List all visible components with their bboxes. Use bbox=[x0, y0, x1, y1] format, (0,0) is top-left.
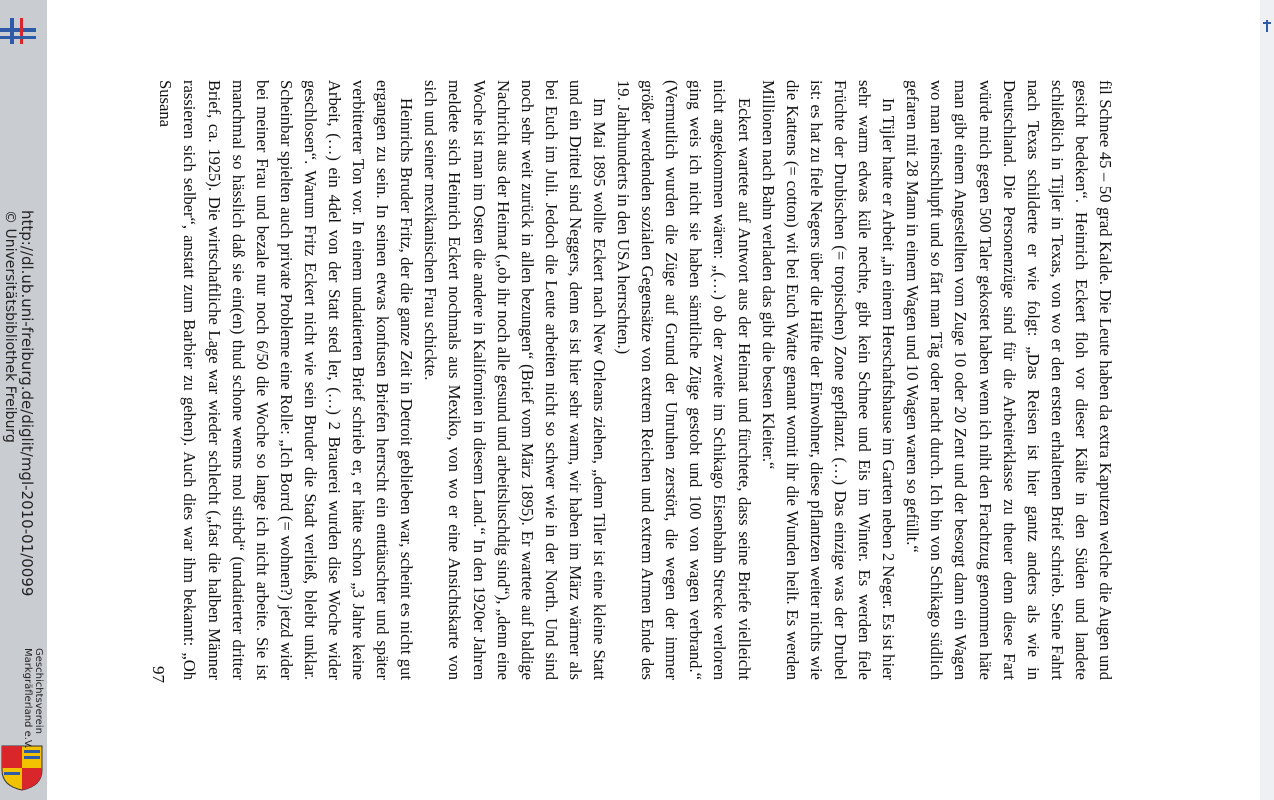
organization-caption bbox=[22, 648, 44, 768]
paragraph: Im Mai 1895 wollte Eckert nach New Orleans ziehen, „denn Tiler ist eine kleine Statt und ein Drittel sind Neggers, denn es ist hier sehr warm, wir haben im März wärmer als bei Euch im Juli. Jedoch die Leute arbeiten nicht so schwer wie in der North. Und sind noch sehr weit zurück in allen bezungen“ (Brief vom März 1895). Er wartete auf baldige Nachricht aus der Heimat („ob ihr noch alle gesund und arbeitsluschdig sind“), „denn eine Woche ist man im Osten die andere in Kalifornien in diesem Land.“ In den 1920er Jahren meldete sich Heinrich Eckert nochmals aus Mexiko, von wo er eine Ansichtskarte von sich und seiner mexikanischen Frau schickte. bbox=[421, 80, 610, 680]
paragraph: Eckert wartete auf Antwort aus der Heimat und fürchtete, dass seine Briefe vielleicht nicht angekommen wären: „(…) ob der zweite im Schikago Eisenbahn Strecke verloren ging weis ich nicht sie haben sämtliche Züge gestobt und 100 von wagen verbrand.“ (Vermutlich wurden die Züge auf Grund der Unruhen zerstört, die wegen der immer größer werdenden sozialen Gegensätze von extrem Reichen und extrem Armen Ende des 19. Jahrhunderts in den USA herrschten.) bbox=[614, 80, 754, 680]
viewer-right-strip bbox=[1260, 0, 1274, 800]
page-marker-icon bbox=[1262, 20, 1272, 32]
paragraph: fil Schnee 45 – 50 grad Kalde. Die Leute haben da extra Kaputzen welche die Augen und gesicht bedeken“. Heinrich Eckert floh vor dieser Kälte in den Süden und landete schließlich in Tijler in Texas, von wo er den ersten erhaltenen Brief schrieb. Seine Fahrt nach Texas schilderte er wie folgt: „Das Reisen ist hier gantz anders als wie in Deutschland. Die Personenzüge sind für die Arbeiterklasse zu theuer denn diese Fart würde mich gegen 500 Taler gekostet haben wenn ich niht den Frachtzug genommen häte man gibt einem Angestellten vom Zuge 10 oder 20 Zent und der besorgt dann ein Wagen wo man reinschlupft und so fărt man Tăg oder nacht durch. Ich bin von Schikago südlich gefaren mit 28 Mann in einem Wagen und 10 Wagen waren so gefüllt.“ bbox=[903, 80, 1115, 680]
org-name-line1: Geschichtsverein bbox=[33, 648, 44, 734]
paragraph: In Tijler hatte er Arbeit „in einem Herschaftshause im Garten neben 2 Neger. Es ist hier sehr warm edwas küle nechte, gibt kein Schnee und Eis im Winter. Es werden fiele Früchte der Drubischen (= tropischen) Zone gepflanzt. (…) Das einzige was der Drubel ist: es hat zu fiele Negers über die Hälfte der Einwohner, diese pflantzen weiter nichts wie die Kattens (= cotton) wit bei Euch Watte genant womit ihr die Wunden heilt. Es werden Millionen nach Bahn verladen das gibt die besten Kleiter.“ bbox=[758, 80, 899, 680]
paragraph: Heinrichs Bruder Fritz, der die ganze Zeit in Detroit geblieben war, scheint es nicht gut ergangen zu sein. In seinen etwas konfusen Briefen herrscht ein enttäuschter und später verbitterter Ton vor. In einem undatierten Brief schrieb er, er hätte schon „3 Jahre keine Arbeit, (…) ein 4del von der Statt sted ler, (…) 2 Brauerei wurden dise Woche wider geschlosen“. Warum Fritz Eckert nicht wie sein Bruder die Stadt verließ, bleibt unklar. Scheinbar spielten auch private Probleme eine Rolle: „Ich Borrd (= wohnen?) jetzd wider bei meiner Frau und bezale nur noch 6/50 die Woche so lange ich nicht arbeite. Sie ist manchmal so hässlich daß sie ein(en) thud schone wenns mol stirbd“ (undatierter dritter Brief, ca. 1925). Die wirtschaftliche Lage war wieder schlecht („fast die halben Männer rassieren sich selber“, anstatt zum Barbier zu gehen). Auch dies war ihm bekannt: „Oh Susana bbox=[156, 80, 417, 680]
source-url[interactable]: http://dl.ub.uni-freiburg.de/diglit/mgl-2010-01/0099 bbox=[18, 210, 36, 597]
copyright-notice: © Universitätsbibliothek Freiburg bbox=[2, 210, 18, 443]
org-name-line2: Markgräflerland e.V. bbox=[22, 648, 33, 749]
university-logo-icon bbox=[0, 16, 36, 46]
page-number: 97 bbox=[149, 666, 168, 683]
page-text-body bbox=[153, 80, 1117, 680]
